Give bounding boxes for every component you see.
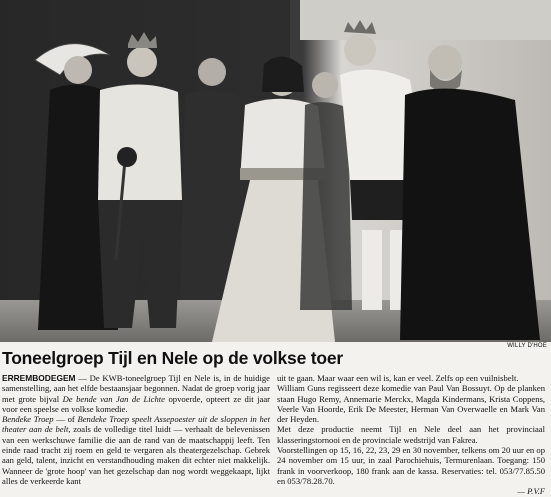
article-paragraph: uit te gaan. Maar waar een wil is, kan er veel. Zelfs op een vuilnisbelt. <box>277 373 519 383</box>
paragraph-text: — De KWB-toneelgroep Tijl en Nele is, in de huidige samenstelling, aan het elfde bestaansjaar begonnen. Nadat de groep vorig jaar met grote bijval <box>2 373 270 404</box>
article-paragraph <box>2 414 270 486</box>
article-column-left <box>2 373 270 486</box>
article-paragraph: Met deze productie neemt Tijl en Nele deel aan het provinciaal klasseringstornooi en de provinciale wedstrijd van Fakrea. <box>277 424 545 445</box>
article-paragraph: William Guns regisseert deze komedie van Paul Van Bossuyt. Op de planken staan Hugo Remy, Annemarie Merckx, Magda Kindermans, Krista Coppens, Veerle Van Hoorde, Erik De Meester, Herman Van Overwaelle en Mark Van der Heyden. <box>277 383 545 425</box>
paragraph-text: opvoerde, opteert ze dit jaar voor een speelse en volkse komedie. <box>2 393 270 414</box>
article-headline: Toneelgroep Tijl en Nele op de volkse toer <box>2 348 344 368</box>
article-paragraph <box>2 373 270 414</box>
dateline: ERREMBODEGEM <box>2 373 76 383</box>
play-title: Bendeke Troep <box>2 414 54 425</box>
play-full-title: Bendeke Troep speelt Assepoester uit de sloppen in het theater aan de belt <box>2 414 270 435</box>
article-column-right <box>277 373 545 497</box>
author-signature: — P.V.F <box>517 486 545 497</box>
article-paragraph: Voorstellingen op 15, 16, 22, 23, 29 en 30 november, telkens om 20 uur en op 24 november om 15 uur, in zaal Parochiehuis, Termurenlaan. Toegang: 150 frank in voorverkoop, 180 frank aan de kassa. Reservaties: tel. 053/77.85.50 en 053/78.28.70. <box>277 445 545 486</box>
paragraph-text: , zoals de volledige titel luidt — verhaalt de belevenissen van een werkschuwe familie die aan de rand van de maatschappij leeft. Ten einde raad tracht zij roem en geld te vergaren als theatergezelschap. Gebrek aan geld, talent, inzicht en verstandhouding maken dit echter niet makkelijk. Wanneer de 'grote hoop' van het gezelschap dan nog wordt weggekaapt, lijkt alles de verkeerde kant <box>2 424 270 486</box>
play-title: De bende van Jan de Lichte <box>62 393 165 404</box>
photo-credit: WILLY D'HOE <box>507 343 547 349</box>
paragraph-text: — of <box>53 414 78 425</box>
